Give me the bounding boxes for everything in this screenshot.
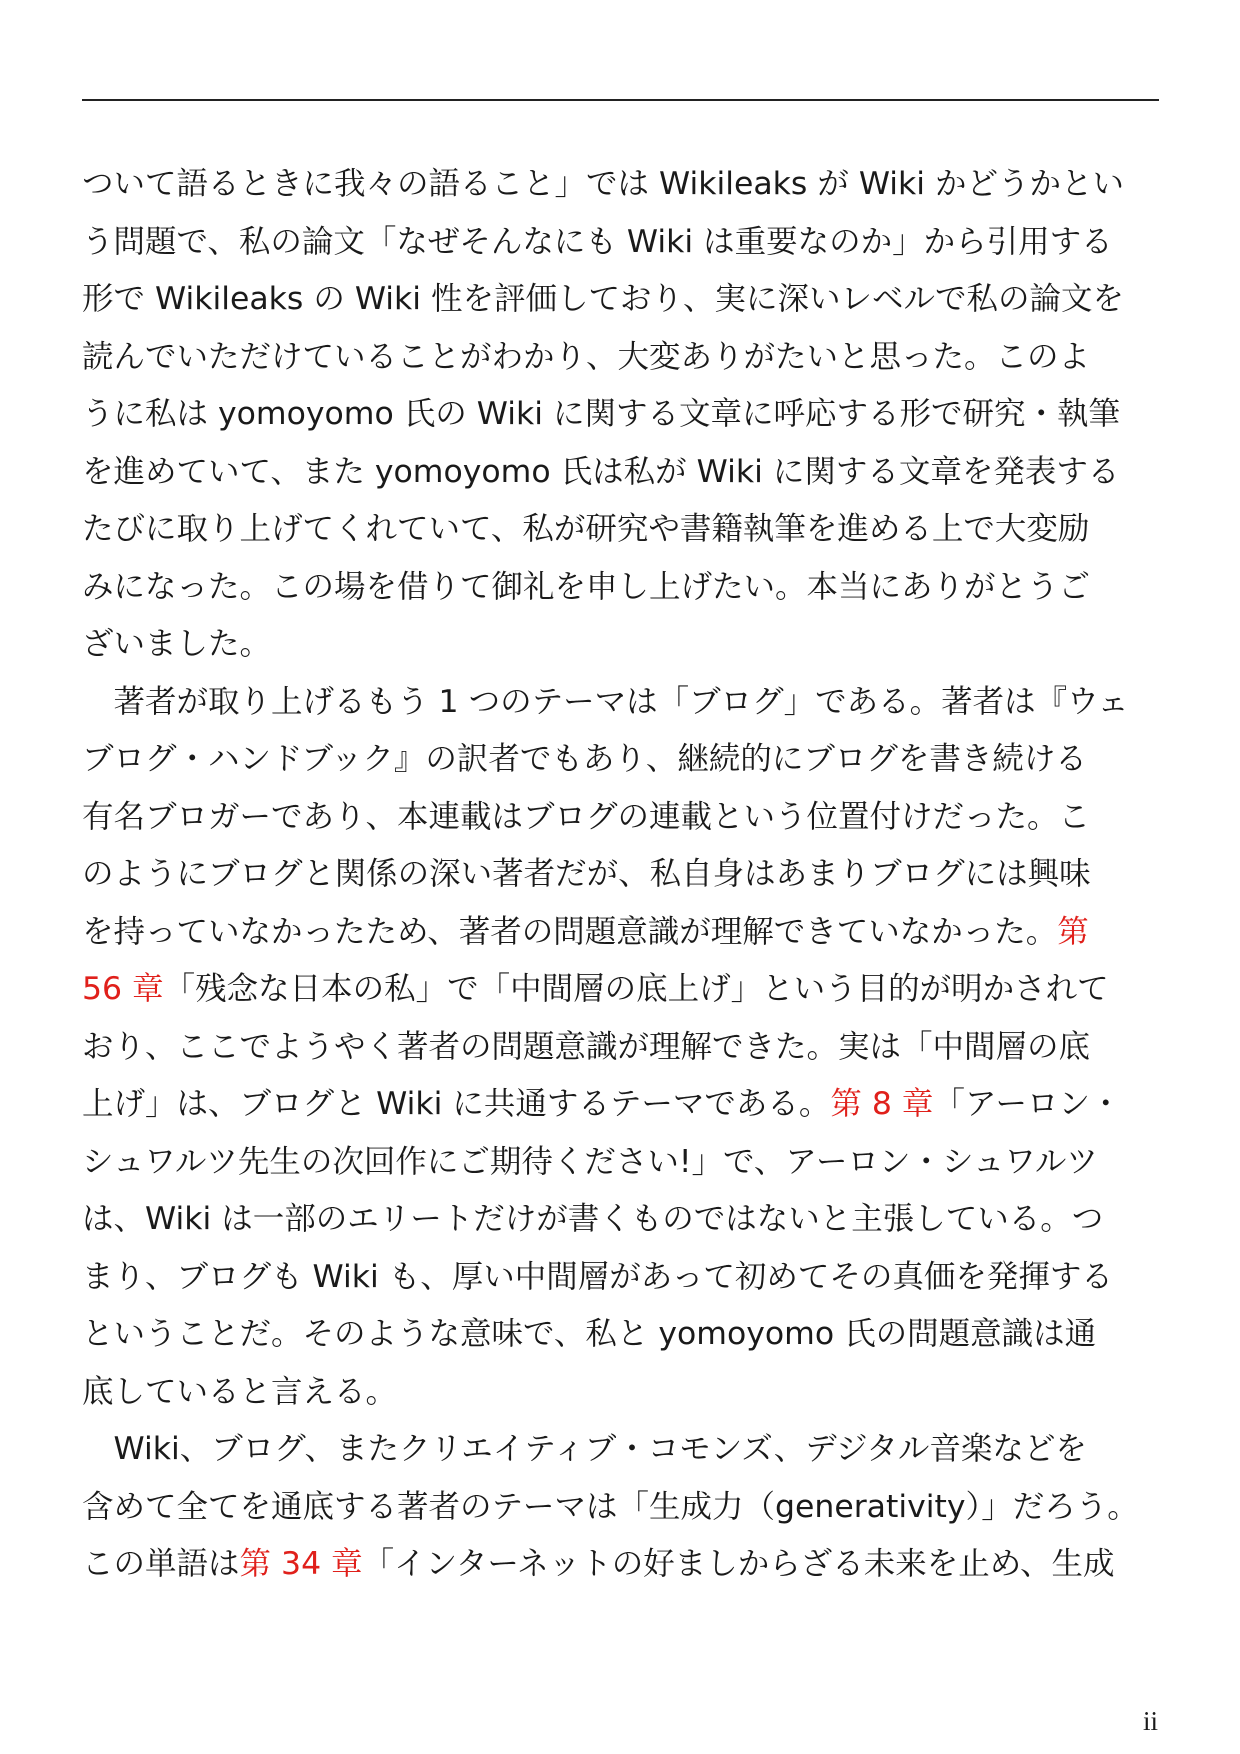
text-line — [82, 214, 1159, 272]
text-segment: おり、ここでようやく著者の問題意識が理解できた。実は「中間層の底 — [82, 1028, 1091, 1065]
text-line — [82, 1536, 1159, 1594]
text-segment: ということだ。そのような意味で、私と yomoyomo 氏の問題意識は通 — [82, 1316, 1097, 1352]
text-line — [82, 329, 1159, 387]
text-line — [82, 789, 1159, 847]
header-rule — [82, 99, 1159, 101]
text-segment: うに私は yomoyomo 氏の Wiki に関する文章に呼応する形で研究・執筆 — [82, 396, 1120, 432]
text-line — [82, 559, 1159, 617]
text-line — [82, 846, 1159, 904]
text-segment: ついて語るときに我々の語ること」では Wikileaks が Wiki かどうかとい — [82, 166, 1125, 202]
body-text — [82, 156, 1159, 1594]
text-segment: を持っていなかったため、著者の問題意識が理解できていなかった。 — [82, 913, 1058, 950]
text-segment: 上げ」は、ブログと Wiki に共通するテーマである。 — [82, 1086, 831, 1122]
text-segment: 著者が取り上げるもう 1 つのテーマは「ブログ」である。著者は『ウェ — [82, 683, 1129, 720]
text-segment: は、Wiki は一部のエリートだけが書くものではないと主張している。つ — [82, 1201, 1104, 1237]
text-line — [82, 271, 1159, 329]
text-segment: 「インターネットの好ましからざる未来を止め、生成 — [362, 1546, 1115, 1582]
text-line — [82, 1249, 1159, 1307]
text-segment: のようにブログと関係の深い著者だが、私自身はあまりブログには興味 — [82, 856, 1091, 892]
text-segment: 読んでいただけていることがわかり、大変ありがたいと思った。このよ — [82, 338, 1091, 375]
text-line — [82, 444, 1159, 502]
text-line — [82, 501, 1159, 559]
text-line — [82, 1076, 1159, 1134]
chapter-reference-link[interactable]: 第 34 章 — [239, 1546, 363, 1582]
text-segment: 「残念な日本の私」で「中間層の底上げ」という目的が明かされて — [163, 971, 1109, 1007]
chapter-reference-link[interactable]: 第 8 章 — [830, 1086, 934, 1122]
text-line — [82, 1306, 1159, 1364]
text-line — [82, 961, 1159, 1019]
text-segment: みになった。この場を借りて御礼を申し上げたい。本当にありがとうご — [82, 568, 1091, 605]
page-number: ii — [1142, 1706, 1158, 1736]
text-segment: この単語は — [82, 1546, 240, 1582]
text-segment: ざいました。 — [82, 626, 272, 662]
text-segment: 底していると言える。 — [82, 1373, 398, 1410]
text-segment: Wiki、ブログ、またクリエイティブ・コモンズ、デジタル音楽などを — [82, 1431, 1087, 1467]
text-segment: 有名ブロガーであり、本連載はブログの連載という位置付けだった。こ — [82, 798, 1091, 835]
text-line — [82, 904, 1159, 962]
text-segment: ブログ・ハンドブック』の訳者でもあり、継続的にブログを書き続ける — [82, 741, 1087, 777]
text-segment: を進めていて、また yomoyomo 氏は私が Wiki に関する文章を発表する — [82, 453, 1120, 490]
text-line — [82, 386, 1159, 444]
text-segment: たびに取り上げてくれていて、私が研究や書籍執筆を進める上で大変励 — [82, 511, 1090, 547]
text-segment: 含めて全てを通底する著者のテーマは「生成力（generativity）」だろう。 — [82, 1488, 1139, 1525]
text-segment: 「アーロン・ — [933, 1086, 1122, 1122]
chapter-reference-link[interactable]: 第 — [1057, 913, 1089, 950]
text-line — [82, 1191, 1159, 1249]
text-segment: 形で Wikileaks の Wiki 性を評価しており、実に深いレベルで私の論文を — [82, 281, 1125, 317]
text-line — [82, 1479, 1159, 1537]
text-segment: シュワルツ先生の次回作にご期待ください!」で、アーロン・シュワルツ — [82, 1143, 1098, 1180]
text-line — [82, 616, 1159, 674]
text-line — [82, 156, 1159, 214]
text-line — [82, 1019, 1159, 1077]
text-line — [82, 1134, 1159, 1192]
text-line — [82, 1421, 1159, 1479]
text-segment: まり、ブログも Wiki も、厚い中間層があって初めてその真価を発揮する — [82, 1258, 1113, 1295]
chapter-reference-link[interactable]: 56 章 — [82, 971, 164, 1007]
text-line — [82, 1364, 1159, 1422]
text-line — [82, 674, 1159, 732]
text-line — [82, 731, 1159, 789]
text-segment: う問題で、私の論文「なぜそんなにも Wiki は重要なのか」から引用する — [82, 223, 1113, 260]
